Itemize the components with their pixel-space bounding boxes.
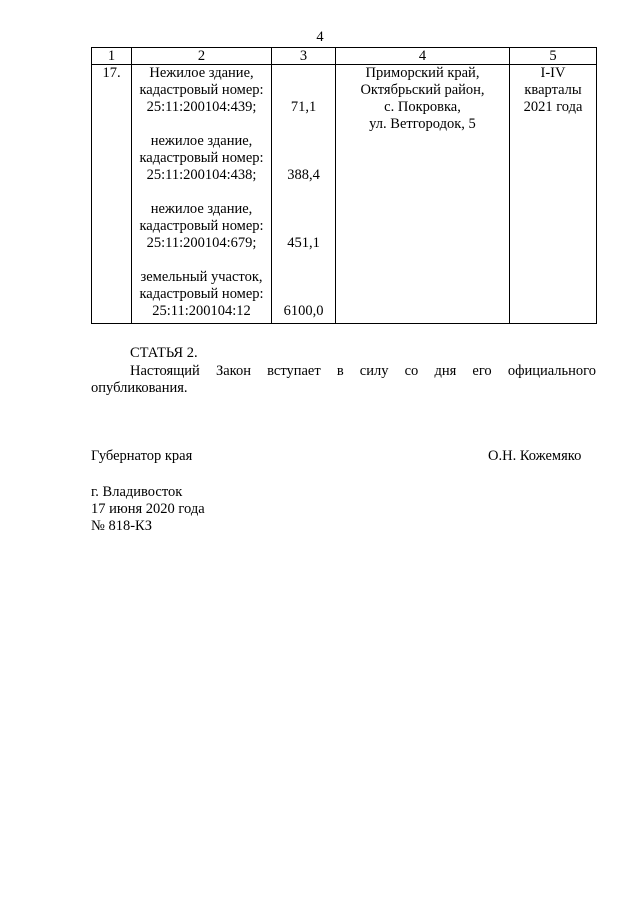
object-line: кадастровый номер:: [139, 150, 264, 166]
period-line: I-IV: [540, 65, 566, 81]
period-line: 2021 года: [523, 99, 583, 115]
period-cell: [510, 65, 597, 324]
object-line: кадастровый номер:: [139, 82, 264, 98]
page-number: 4: [316, 29, 324, 45]
object-block: [132, 65, 271, 116]
area-block: [272, 201, 335, 252]
object-block: [132, 269, 271, 320]
column-header: 1: [92, 48, 132, 65]
column-header: 3: [272, 48, 336, 65]
object-line: нежилое здание,: [150, 133, 253, 149]
signing-date: 17 июня 2020 года: [91, 501, 205, 517]
object-line: 25:11:200104:439;: [146, 99, 257, 115]
object-block: [132, 201, 271, 252]
location-line: Октябрьский район,: [360, 82, 485, 98]
object-line: нежилое здание,: [150, 201, 253, 217]
object-line: земельный участок,: [140, 269, 263, 285]
column-header: 5: [510, 48, 597, 65]
areas-cell: [272, 65, 336, 324]
table-row: [92, 65, 597, 324]
area-value: 71,1: [290, 99, 317, 115]
area-block: [272, 65, 335, 116]
area-block: [272, 133, 335, 184]
object-line: 25:11:200104:12: [152, 303, 251, 319]
object-line: кадастровый номер:: [139, 218, 264, 234]
object-line: Нежилое здание,: [149, 65, 254, 81]
column-header: 4: [336, 48, 510, 65]
area-value: 388,4: [287, 167, 320, 183]
period-line: кварталы: [524, 82, 582, 98]
area-block: [272, 269, 335, 320]
object-line: кадастровый номер:: [139, 286, 264, 302]
row-number: 17.: [102, 65, 121, 81]
property-table: [91, 47, 597, 324]
area-value: 451,1: [287, 235, 320, 251]
article-title: СТАТЬЯ 2.: [130, 345, 198, 361]
location-line: Приморский край,: [365, 65, 480, 81]
object-line: 25:11:200104:438;: [146, 167, 257, 183]
location-line: ул. Ветгородок, 5: [369, 116, 476, 132]
object-block: [132, 133, 271, 184]
column-header: 2: [132, 48, 272, 65]
law-number: № 818-КЗ: [91, 518, 152, 534]
signatory-name: О.Н. Кожемяко: [488, 448, 582, 464]
signing-place: г. Владивосток: [91, 484, 183, 500]
object-line: 25:11:200104:679;: [146, 235, 257, 251]
objects-cell: [132, 65, 272, 324]
location-cell: [336, 65, 510, 324]
signatory-title: Губернатор края: [91, 448, 193, 464]
table-header-row: [92, 48, 597, 65]
row-number-cell: [92, 65, 132, 324]
article-text: Настоящий Закон вступает в силу со дня его официального опубликования.: [91, 363, 596, 396]
location-line: с. Покровка,: [384, 99, 461, 115]
area-value: 6100,0: [283, 303, 324, 319]
